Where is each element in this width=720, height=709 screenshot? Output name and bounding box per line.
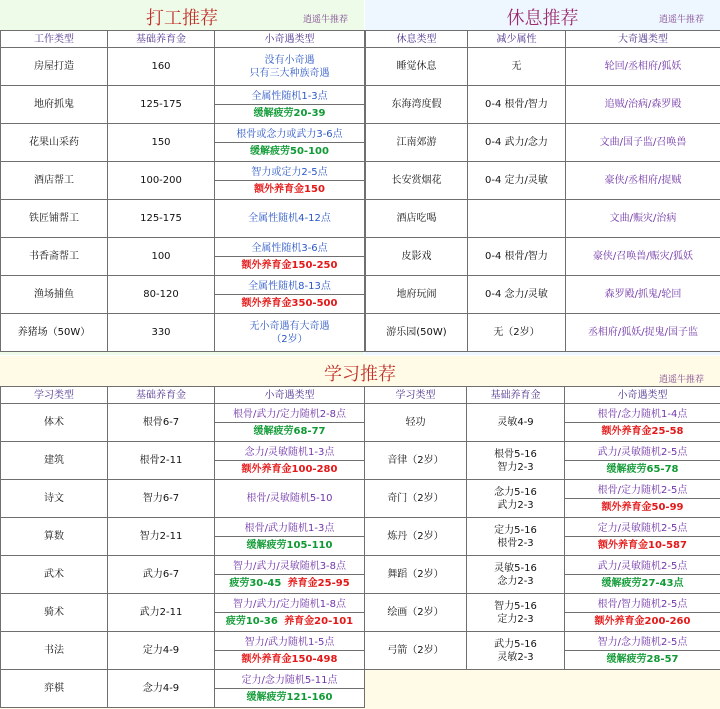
study-event-right xyxy=(565,594,720,632)
rest-type: 地府玩闹 xyxy=(366,276,468,314)
study-money-right xyxy=(467,632,565,670)
study-event-right-line-2: 缓解疲劳65-78 xyxy=(565,460,720,476)
study-event-line-2: 缓解疲劳105-110 xyxy=(215,536,364,552)
study-event-right-line-1: 根骨/智力随机2-5点 xyxy=(597,598,688,610)
study-money: 武力6-7 xyxy=(108,556,215,594)
study-event xyxy=(215,404,365,442)
work-event-line-2: 缓解疲劳20-39 xyxy=(215,104,364,120)
study-event xyxy=(215,632,365,670)
work-table xyxy=(0,30,365,352)
study-event-right xyxy=(565,518,720,556)
study-money-right-2: 根骨2-3 xyxy=(497,537,534,549)
work-event xyxy=(215,86,365,124)
study-event-right-line-2: 额外养育金200-260 xyxy=(565,612,720,628)
study-event-line-1: 智力/武力/灵敏随机3-8点 xyxy=(232,560,347,572)
rest-header-reduce: 减少属性 xyxy=(468,31,566,48)
rest-reduce: 0-4 念力/灵敏 xyxy=(468,276,566,314)
rest-type: 江南郊游 xyxy=(366,124,468,162)
study-money: 智力6-7 xyxy=(108,480,215,518)
rest-reduce xyxy=(468,200,566,238)
study-type-right: 轻功 xyxy=(365,404,467,442)
rest-adventure: 文曲/国子监/召唤兽 xyxy=(566,124,720,162)
study-money-right xyxy=(467,556,565,594)
work-event-line-2: 缓解疲劳50-100 xyxy=(215,142,364,158)
rest-reduce: 0-4 根骨/智力 xyxy=(468,86,566,124)
study-event-line-1: 定力/念力随机5-11点 xyxy=(241,674,338,686)
study-event xyxy=(215,670,365,708)
study-type: 算数 xyxy=(1,518,108,556)
study-header-type: 学习类型 xyxy=(1,387,108,404)
work-money: 100-200 xyxy=(108,162,215,200)
rest-adventure: 轮回/丞相府/狐妖 xyxy=(566,48,720,86)
study-event-line-1: 念力/灵敏随机1-3点 xyxy=(244,446,335,458)
work-row xyxy=(1,200,365,238)
study-type: 体术 xyxy=(1,404,108,442)
study-event-right-line-1: 根骨/定力随机2-5点 xyxy=(597,484,688,496)
study-panel xyxy=(0,356,720,709)
rest-reduce: 0-4 根骨/智力 xyxy=(468,238,566,276)
study-event-line-2 xyxy=(215,612,364,628)
study-type: 弈棋 xyxy=(1,670,108,708)
study-event-right xyxy=(565,632,720,670)
study-money-right-2: 念力2-3 xyxy=(497,575,534,587)
study-event-line-1: 根骨/武力/定力随机2-8点 xyxy=(232,408,347,420)
work-type: 养猪场（50W） xyxy=(1,314,108,352)
study-event xyxy=(215,556,365,594)
study-money: 智力2-11 xyxy=(108,518,215,556)
rest-reduce: 无 xyxy=(468,48,566,86)
work-event xyxy=(215,48,365,86)
study-type-right: 弓箭（2岁） xyxy=(365,632,467,670)
rest-header-type: 休息类型 xyxy=(366,31,468,48)
work-event-line-2: 额外养育金150-250 xyxy=(215,256,364,272)
rest-row xyxy=(366,86,720,124)
work-row xyxy=(1,238,365,276)
study-header-type-2: 学习类型 xyxy=(365,387,467,404)
study-money-right xyxy=(467,442,565,480)
rest-type: 长安赏烟花 xyxy=(366,162,468,200)
study-event-right-line-1: 智力/念力随机2-5点 xyxy=(597,636,688,648)
study-event-line-1: 根骨/灵敏随机5-10 xyxy=(246,493,333,504)
work-event xyxy=(215,314,365,352)
study-event-line-1: 根骨/武力随机1-3点 xyxy=(244,522,335,534)
rest-type: 游乐园(50W) xyxy=(366,314,468,352)
rest-table xyxy=(365,30,720,352)
study-type-right: 炼丹（2岁） xyxy=(365,518,467,556)
study-table xyxy=(0,386,720,708)
study-money-right-1: 定力5-16 xyxy=(494,524,537,536)
study-row xyxy=(1,480,720,518)
work-event xyxy=(215,238,365,276)
work-type: 花果山采药 xyxy=(1,124,108,162)
study-money-right xyxy=(467,594,565,632)
work-row xyxy=(1,86,365,124)
study-event-fatigue: 疲劳30-45 xyxy=(229,577,282,589)
study-event-money: 养育金25-95 xyxy=(287,577,350,589)
work-type: 铁匠铺帮工 xyxy=(1,200,108,238)
study-type: 诗文 xyxy=(1,480,108,518)
study-type: 骑术 xyxy=(1,594,108,632)
study-type-right: 音律（2岁） xyxy=(365,442,467,480)
study-row xyxy=(1,594,720,632)
study-money-right-2: 武力2-3 xyxy=(497,499,534,511)
rest-reduce: 0-4 定力/灵敏 xyxy=(468,162,566,200)
study-money-right-2: 定力2-3 xyxy=(497,613,534,625)
study-event xyxy=(215,518,365,556)
study-event xyxy=(215,594,365,632)
study-event-right-line-1: 根骨/念力随机1-4点 xyxy=(597,408,688,420)
study-type: 建筑 xyxy=(1,442,108,480)
rest-adventure: 豪侠/召唤兽/赈灾/狐妖 xyxy=(566,238,720,276)
study-money: 根骨2-11 xyxy=(108,442,215,480)
study-row xyxy=(1,670,720,708)
work-event-line-2: 额外养育金350-500 xyxy=(215,294,364,310)
study-row xyxy=(1,442,720,480)
study-money-right-2: 智力2-3 xyxy=(497,461,534,473)
study-credit: 逍遥牛推荐 xyxy=(658,375,704,385)
rest-row xyxy=(366,200,720,238)
study-money: 武力2-11 xyxy=(108,594,215,632)
study-money: 根骨6-7 xyxy=(108,404,215,442)
study-money: 念力4-9 xyxy=(108,670,215,708)
study-event-right-line-2: 缓解疲劳28-57 xyxy=(565,650,720,666)
study-event-right-line-1: 定力/灵敏随机2-5点 xyxy=(597,522,688,534)
study-money-right-1: 灵敏4-9 xyxy=(497,417,534,428)
work-money: 80-120 xyxy=(108,276,215,314)
study-event-right-line-2: 额外养育金10-587 xyxy=(565,536,720,552)
work-money: 150 xyxy=(108,124,215,162)
study-event xyxy=(215,480,365,518)
work-type: 房屋打造 xyxy=(1,48,108,86)
study-event-right-line-2: 额外养育金50-99 xyxy=(565,498,720,514)
study-type: 书法 xyxy=(1,632,108,670)
study-event-right-line-1: 武力/灵敏随机2-5点 xyxy=(597,446,688,458)
study-event-line-2: 缓解疲劳68-77 xyxy=(215,422,364,438)
work-type: 酒店帮工 xyxy=(1,162,108,200)
work-header-event: 小奇遇类型 xyxy=(215,31,365,48)
study-event-right-line-1: 武力/灵敏随机2-5点 xyxy=(597,560,688,572)
study-money-right-1: 根骨5-16 xyxy=(494,448,537,460)
work-event-line-2: （2岁） xyxy=(271,333,308,345)
study-type-right: 绘画（2岁） xyxy=(365,594,467,632)
work-row xyxy=(1,276,365,314)
study-event-right-line-2: 额外养育金25-58 xyxy=(565,422,720,438)
work-event xyxy=(215,162,365,200)
study-event-line-1: 智力/武力随机1-5点 xyxy=(244,636,335,648)
study-event xyxy=(215,442,365,480)
study-event-line-1: 智力/武力/定力随机1-8点 xyxy=(232,598,347,610)
work-money: 100 xyxy=(108,238,215,276)
work-credit: 逍遥牛推荐 xyxy=(302,15,348,25)
rest-adventure: 豪侠/丞相府/捉贼 xyxy=(566,162,720,200)
rest-reduce: 无（2岁） xyxy=(468,314,566,352)
rest-title: 休息推荐 xyxy=(506,8,579,29)
study-event-right xyxy=(565,480,720,518)
work-panel xyxy=(0,0,364,355)
study-row xyxy=(1,632,720,670)
study-type-right: 舞蹈（2岁） xyxy=(365,556,467,594)
rest-credit: 逍遥牛推荐 xyxy=(658,15,704,25)
rest-type: 东海湾度假 xyxy=(366,86,468,124)
study-row xyxy=(1,556,720,594)
work-row xyxy=(1,124,365,162)
study-event-line-2 xyxy=(215,574,364,590)
work-money: 330 xyxy=(108,314,215,352)
rest-adventure: 森罗殿/抓鬼/轮回 xyxy=(566,276,720,314)
study-event-line-2: 额外养育金150-498 xyxy=(215,650,364,666)
rest-type: 皮影戏 xyxy=(366,238,468,276)
rest-row xyxy=(366,238,720,276)
work-type: 渔场捕鱼 xyxy=(1,276,108,314)
study-event-line-2: 缓解疲劳121-160 xyxy=(215,688,364,704)
study-title: 学习推荐 xyxy=(324,364,396,385)
study-money-right xyxy=(467,480,565,518)
work-event-line-1: 全属性随机4-12点 xyxy=(248,213,331,224)
work-event-line-1: 无小奇遇有大奇遇 xyxy=(249,320,330,332)
rest-row xyxy=(366,276,720,314)
study-money-right xyxy=(467,518,565,556)
study-event-right xyxy=(565,442,720,480)
work-row xyxy=(1,162,365,200)
study-event-right xyxy=(565,404,720,442)
work-event-line-1: 全属性随机8-13点 xyxy=(248,280,331,292)
work-event-line-1: 全属性随机1-3点 xyxy=(251,90,328,102)
study-event-fatigue: 疲劳10-36 xyxy=(225,615,278,627)
rest-row xyxy=(366,162,720,200)
rest-adventure: 丞相府/狐妖/捉鬼/国子监 xyxy=(566,314,720,352)
study-money-right-1: 念力5-16 xyxy=(494,486,537,498)
study-type-right: 奇门（2岁） xyxy=(365,480,467,518)
work-type: 书香斋帮工 xyxy=(1,238,108,276)
work-header-type: 工作类型 xyxy=(1,31,108,48)
work-row xyxy=(1,48,365,86)
study-empty-cell xyxy=(365,670,720,708)
rest-header-adventure: 大奇遇类型 xyxy=(566,31,720,48)
study-type: 武术 xyxy=(1,556,108,594)
study-header-money: 基础养育金 xyxy=(108,387,215,404)
rest-adventure: 追贼/治病/森罗殿 xyxy=(566,86,720,124)
rest-type: 睡觉休息 xyxy=(366,48,468,86)
work-event-line-1: 全属性随机3-6点 xyxy=(251,242,328,254)
study-header-money-2: 基础养育金 xyxy=(467,387,565,404)
study-row xyxy=(1,518,720,556)
work-event-line-1: 没有小奇遇 xyxy=(264,54,315,66)
work-money: 125-175 xyxy=(108,200,215,238)
work-header-money: 基础养育金 xyxy=(108,31,215,48)
rest-row xyxy=(366,124,720,162)
study-row xyxy=(1,404,720,442)
rest-row xyxy=(366,48,720,86)
work-event-line-1: 根骨或念力或武力3-6点 xyxy=(236,128,343,140)
work-type: 地府抓鬼 xyxy=(1,86,108,124)
study-money-right-2: 灵敏2-3 xyxy=(497,651,534,663)
rest-panel xyxy=(365,0,720,355)
study-money-right-1: 灵敏5-16 xyxy=(494,562,537,574)
study-event-money: 养育金20-101 xyxy=(284,615,354,627)
rest-row xyxy=(366,314,720,352)
work-event-line-2: 额外养育金150 xyxy=(215,180,364,196)
work-event xyxy=(215,124,365,162)
study-money: 定力4-9 xyxy=(108,632,215,670)
work-title: 打工推荐 xyxy=(146,8,218,29)
work-event xyxy=(215,200,365,238)
study-money-right xyxy=(467,404,565,442)
study-event-line-2: 额外养育金100-280 xyxy=(215,460,364,476)
work-row xyxy=(1,314,365,352)
work-event-line-1: 智力或定力2-5点 xyxy=(251,166,328,178)
study-event-right xyxy=(565,556,720,594)
rest-adventure: 文曲/赈灾/治病 xyxy=(566,200,720,238)
study-money-right-1: 武力5-16 xyxy=(494,638,537,650)
study-header-event: 小奇遇类型 xyxy=(215,387,365,404)
rest-reduce: 0-4 武力/念力 xyxy=(468,124,566,162)
study-event-right-line-2: 缓解疲劳27-43点 xyxy=(565,574,720,590)
work-event-line-2: 只有三大种族奇遇 xyxy=(249,67,330,79)
work-event xyxy=(215,276,365,314)
study-money-right-1: 智力5-16 xyxy=(494,600,537,612)
rest-type: 酒店吃喝 xyxy=(366,200,468,238)
work-money: 125-175 xyxy=(108,86,215,124)
work-money: 160 xyxy=(108,48,215,86)
study-header-event-2: 小奇遇类型 xyxy=(565,387,720,404)
